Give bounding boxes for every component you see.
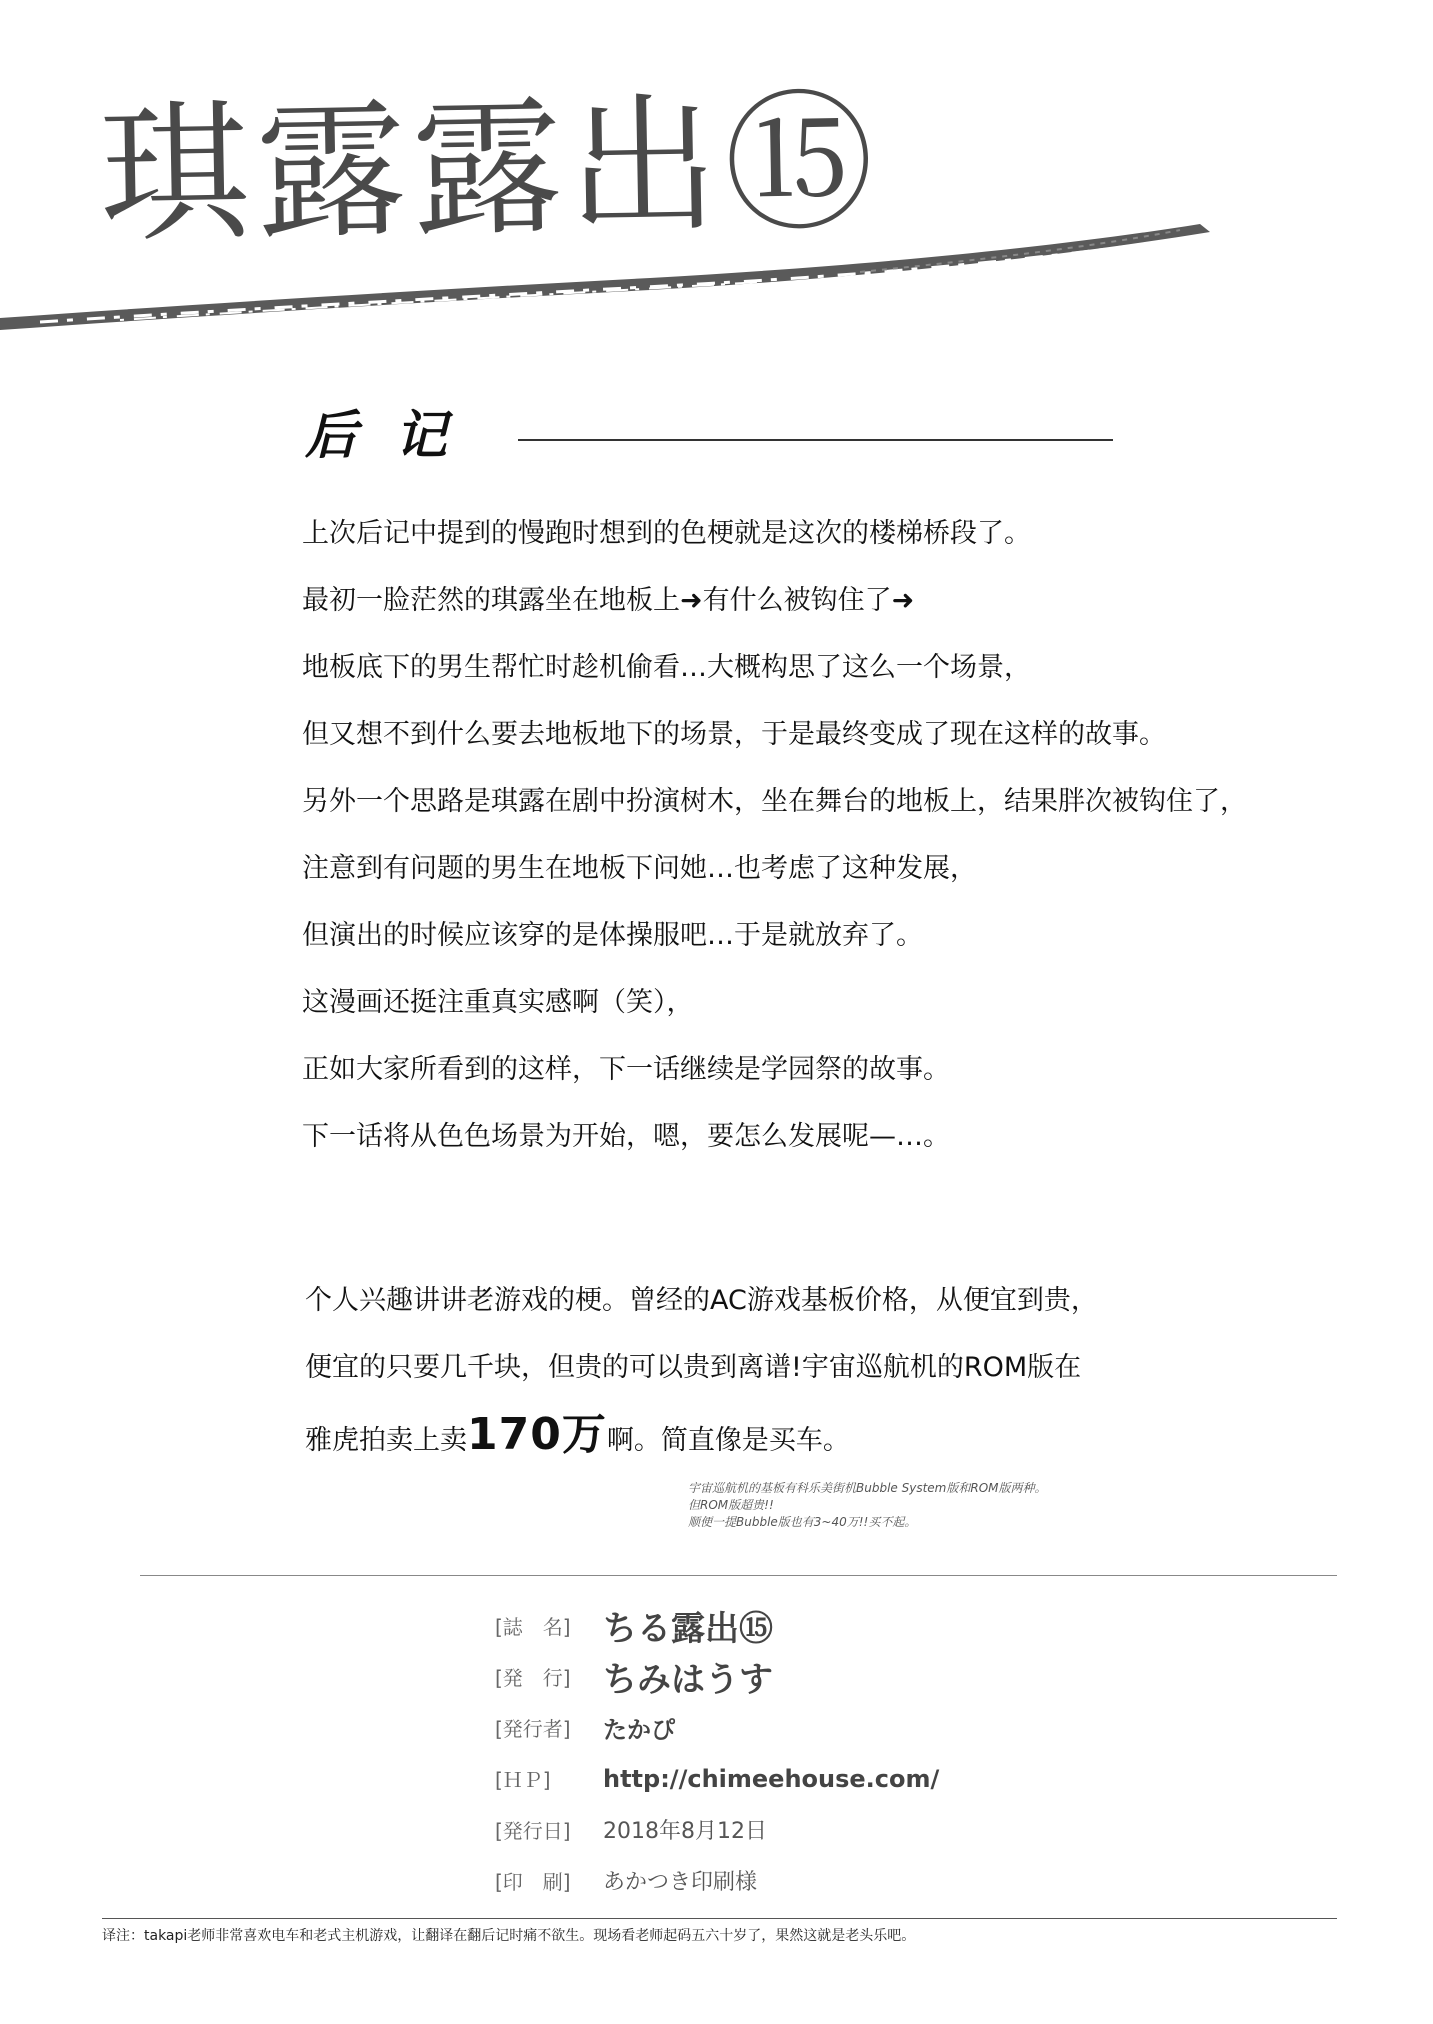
trivia-text: 雅虎拍卖上卖 [305, 1425, 467, 1456]
trivia-line: 便宜的只要几千块，但贵的可以贵到离谱!宇宙巡航机的ROM版在 [305, 1352, 1082, 1383]
colophon-divider [140, 1575, 1337, 1576]
afterword-heading: 后记 [305, 405, 486, 466]
colophon-label: [ＨＰ] [495, 1768, 551, 1792]
colophon-value: たかぴ [603, 1716, 675, 1744]
bottom-divider [102, 1918, 1337, 1919]
afterword-body [302, 513, 1302, 1183]
colophon-row [495, 1651, 1295, 1702]
price-emphasis: 170万 [467, 1409, 607, 1460]
heading-rule [518, 439, 1113, 441]
trivia-paragraph [305, 1280, 1205, 1481]
colophon-row [495, 1702, 1295, 1753]
trivia-line [305, 1409, 1205, 1481]
colophon-value: 2018年8月12日 [603, 1819, 767, 1844]
afterword-line: 但演出的时候应该穿的是体操服吧…于是就放弃了。 [302, 920, 923, 951]
page-title: 琪露露出⑮ [98, 76, 882, 264]
afterword-line: 正如大家所看到的这样，下一话继续是学园祭的故事。 [302, 1054, 950, 1085]
colophon-value: あかつき印刷様 [603, 1870, 758, 1895]
colophon-label: [印 刷] [495, 1870, 571, 1894]
note-line: 但ROM版超贵!! [688, 1498, 774, 1512]
afterword-line: 另外一个思路是琪露在剧中扮演树木，坐在舞台的地板上，结果胖次被钩住了， [302, 786, 1247, 817]
afterword-line: 这漫画还挺注重真实感啊（笑）， [302, 987, 694, 1018]
colophon-label: [誌 名] [495, 1615, 571, 1639]
colophon-row [495, 1600, 1295, 1651]
afterword-line: 最初一脸茫然的琪露坐在地板上➜有什么被钩住了➜ [302, 585, 915, 616]
note-line: 宇宙巡航机的基板有科乐美街机Bubble System版和ROM版两种。 [688, 1481, 1047, 1495]
colophon-value: ちる露出⑮ [603, 1609, 773, 1649]
afterword-line: 注意到有问题的男生在地板下问她…也考虑了这种发展， [302, 853, 977, 884]
brush-stroke-decoration [0, 180, 1433, 330]
homepage-link[interactable]: http://chimeehouse.com/ [603, 1764, 940, 1793]
colophon-label: [発行日] [495, 1819, 571, 1843]
note-line: 顺便一提Bubble版也有3~40万!!买不起。 [688, 1515, 917, 1529]
colophon-row [495, 1855, 1295, 1906]
translator-note: 译注：takapi老师非常喜欢电车和老式主机游戏，让翻译在翻后记时痛不欲生。现场看老师起码五六十岁了，果然这就是老头乐吧。 [102, 1928, 916, 1944]
handwritten-note [688, 1480, 1108, 1531]
colophon-row [495, 1804, 1295, 1855]
trivia-line: 个人兴趣讲讲老游戏的梗。曾经的AC游戏基板价格，从便宜到贵， [305, 1285, 1098, 1316]
colophon-value: ちみはうす [603, 1660, 773, 1700]
afterword-line: 地板底下的男生帮忙时趁机偷看…大概构思了这么一个场景， [302, 652, 1031, 683]
trivia-text: 啊。简直像是买车。 [606, 1425, 850, 1456]
colophon-label: [発 行] [495, 1666, 571, 1690]
afterword-line: 但又想不到什么要去地板地下的场景，于是最终变成了现在这样的故事。 [302, 719, 1166, 750]
afterword-line: 上次后记中提到的慢跑时想到的色梗就是这次的楼梯桥段了。 [302, 518, 1031, 549]
colophon [495, 1600, 1295, 1906]
colophon-label: [発行者] [495, 1717, 571, 1741]
afterword-line: 下一话将从色色场景为开始，嗯，要怎么发展呢—…。 [302, 1121, 950, 1152]
colophon-row [495, 1753, 1295, 1804]
